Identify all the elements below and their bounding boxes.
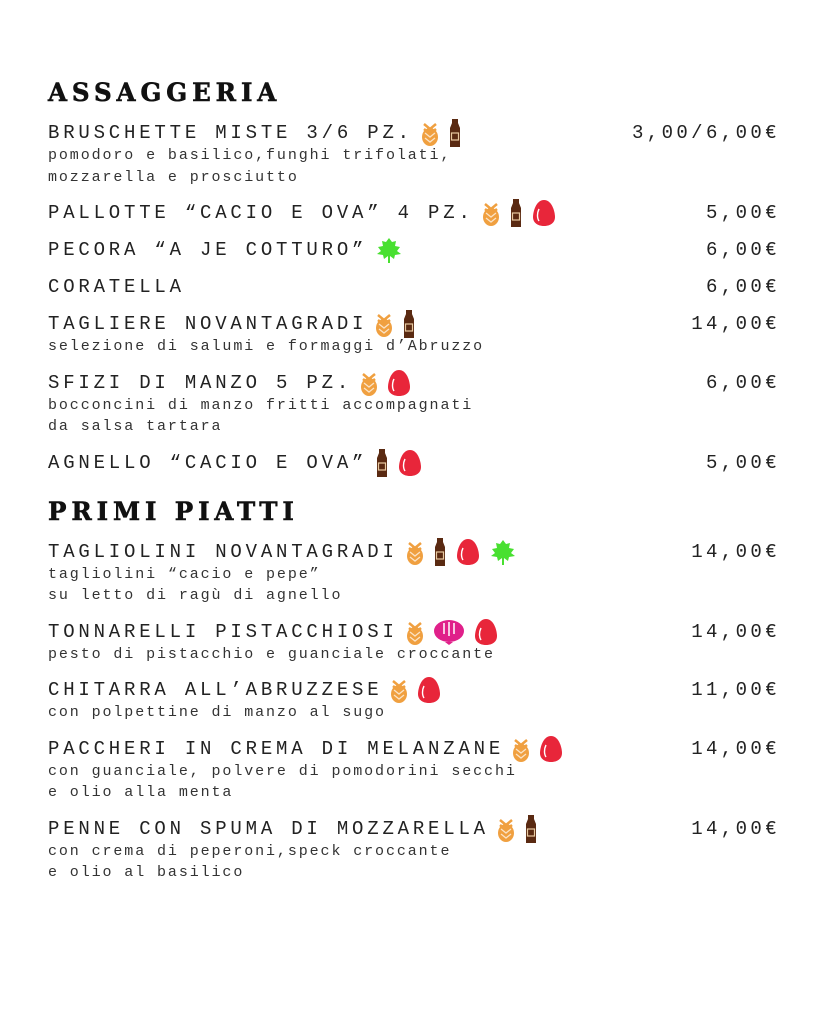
dish-name: PALLOTTE “CACIO E OVA” 4 PZ. xyxy=(48,202,474,224)
egg-icon xyxy=(532,199,556,227)
allergen-icons xyxy=(482,198,556,228)
dish-description: tagliolini “cacio e pepe” xyxy=(48,565,321,583)
egg-icon xyxy=(539,735,563,763)
menu-section xyxy=(48,78,780,475)
menu-item xyxy=(48,620,780,666)
celery-icon xyxy=(489,538,517,566)
allergen-icons xyxy=(375,236,403,264)
dish-name: SFIZI DI MANZO 5 PZ. xyxy=(48,371,353,394)
allergen-icons xyxy=(512,735,563,763)
dish-description: pesto di pistacchio e guanciale croccante xyxy=(48,645,495,663)
dish-description: da salsa tartara xyxy=(48,418,223,435)
dish-description: e olio al basilico xyxy=(48,864,245,881)
dish-name: TAGLIOLINI NOVANTAGRADI xyxy=(48,540,398,563)
gluten-icon xyxy=(421,119,439,147)
dish-price: 6,00€ xyxy=(705,371,780,394)
dish-description: con crema di peperoni,speck croccante xyxy=(48,842,452,860)
allergen-icons xyxy=(406,537,517,567)
dish-price: 6,00€ xyxy=(705,239,780,261)
dish-price: 5,00€ xyxy=(705,202,780,224)
egg-icon xyxy=(398,449,422,477)
dish-name: CHITARRA ALL’ABRUZZESE xyxy=(48,679,383,701)
gluten-icon xyxy=(482,199,500,227)
dish-price: 6,00€ xyxy=(705,276,780,298)
celery-icon xyxy=(375,236,403,264)
milk-icon xyxy=(402,309,416,339)
menu-item xyxy=(48,121,780,188)
dish-name: CORATELLA xyxy=(48,276,185,298)
gluten-icon xyxy=(406,618,424,646)
dish-price: 14,00€ xyxy=(691,737,780,760)
dish-price: 14,00€ xyxy=(691,620,780,643)
gluten-icon xyxy=(390,676,408,704)
allergen-icons xyxy=(390,676,441,704)
milk-icon xyxy=(524,814,538,844)
gluten-icon xyxy=(497,815,515,843)
gluten-icon xyxy=(512,735,530,763)
allergen-icons xyxy=(375,448,422,478)
egg-icon xyxy=(456,538,480,566)
menu-item xyxy=(48,540,780,607)
dish-description: pomodoro e basilico,funghi trifolati, xyxy=(48,147,452,164)
dish-description: selezione di salumi e formaggi d’Abruzzo xyxy=(48,338,485,355)
milk-icon xyxy=(433,537,447,567)
nuts-icon xyxy=(433,618,465,646)
menu-item xyxy=(48,275,780,299)
dish-name: TONNARELLI PISTACCHIOSI xyxy=(48,620,398,643)
gluten-icon xyxy=(375,310,393,338)
dish-name: PACCHERI IN CREMA DI MELANZANE xyxy=(48,737,505,760)
dish-description: mozzarella e prosciutto xyxy=(48,168,299,186)
dish-name: PENNE CON SPUMA DI MOZZARELLA xyxy=(48,817,489,840)
dish-name: PECORA “A JE COTTURO” xyxy=(48,239,368,261)
dish-description: bocconcini di manzo fritti accompagnati xyxy=(48,396,474,414)
egg-icon xyxy=(474,618,498,646)
dish-price: 14,00€ xyxy=(691,540,780,563)
egg-icon xyxy=(387,369,411,397)
dish-description: con polpettine di manzo al sugo xyxy=(48,704,386,721)
milk-icon xyxy=(375,448,389,478)
dish-price: 5,00€ xyxy=(705,451,780,474)
allergen-icons xyxy=(406,618,498,646)
dish-price: 14,00€ xyxy=(691,817,780,840)
dish-price: 3,00/6,00€ xyxy=(631,122,780,144)
menu-item xyxy=(48,678,780,724)
allergen-icons xyxy=(360,369,411,397)
milk-icon xyxy=(509,198,523,228)
menu-item xyxy=(48,737,780,804)
dish-description: su letto di ragù di agnello xyxy=(48,587,343,604)
menu-item xyxy=(48,238,780,262)
gluten-icon xyxy=(406,538,424,566)
dish-name: TAGLIERE NOVANTAGRADI xyxy=(48,313,368,335)
menu-item xyxy=(48,312,780,358)
allergen-icons xyxy=(421,118,462,148)
allergen-icons xyxy=(497,814,538,844)
section-title: ASSAGGERIA xyxy=(48,78,282,107)
dish-description: e olio alla menta xyxy=(48,784,234,801)
dish-name: AGNELLO “CACIO E OVA” xyxy=(48,451,368,474)
allergen-icons xyxy=(375,309,416,339)
dish-price: 14,00€ xyxy=(691,313,780,335)
milk-icon xyxy=(448,118,462,148)
menu-item xyxy=(48,451,780,475)
dish-price: 11,00€ xyxy=(691,679,780,701)
menu-item xyxy=(48,201,780,225)
menu-item xyxy=(48,817,780,884)
egg-icon xyxy=(417,676,441,704)
menu-page xyxy=(48,78,780,884)
dish-description: con guanciale, polvere di pomodorini secchi xyxy=(48,762,517,780)
menu-item xyxy=(48,371,780,438)
dish-name: BRUSCHETTE MISTE 3/6 PZ. xyxy=(48,122,413,144)
gluten-icon xyxy=(360,369,378,397)
menu-section xyxy=(48,496,780,884)
section-title: PRIMI PIATTI xyxy=(48,496,299,526)
